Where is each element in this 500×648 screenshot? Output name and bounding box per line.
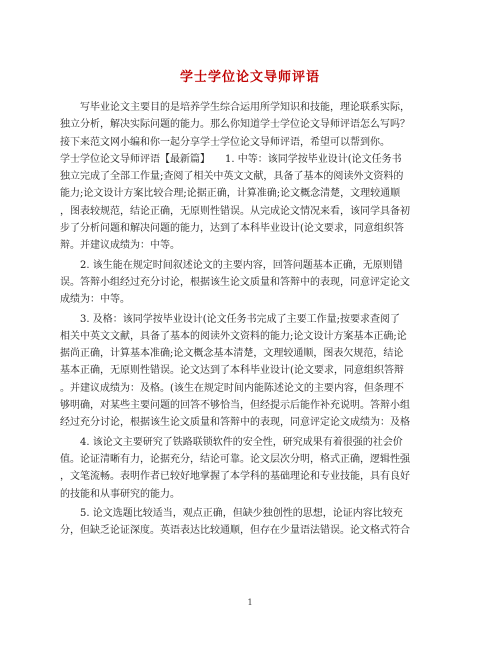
paragraph (60, 434, 441, 503)
text-line: 成绩为：中等。 (60, 294, 130, 306)
page-title: 学士学位论文导师评语 (179, 70, 320, 85)
text-line: 经过充分讨论，根据该生论文质量和答辩中的表现，同意评定论文成绩为：及格 (60, 417, 410, 429)
document-body (60, 99, 441, 539)
text-line: 接下来范文网小编和你一起分享学士学位论文导师评语，希望可以帮到你。 (60, 136, 390, 148)
text-line: 学士学位论文导师评语【最新篇】 1. 中等：该同学按毕业设计(论文任务书 (60, 153, 402, 165)
page-number: 1 (247, 598, 253, 607)
paragraph (60, 505, 441, 540)
text-line: 的技能和从事研究的能力。 (60, 488, 180, 500)
text-line: 2. 该生能在规定时间叙述论文的主要内容，回答问题基本正确，无原则错 (60, 259, 403, 271)
text-line: 。并建议成绩为：及格。(该生在规定时间内能陈述论文的主要内容，但条理不 (60, 382, 404, 394)
text-line: 3. 及格：该同学按毕业设计(论文任务书完成了主要工作量;按要求查阅了 (60, 313, 400, 325)
text-line: 独立完成了全部工作量;查阅了相关中英文文献，具备了基本的阅读外文资料的 (60, 171, 404, 183)
text-line: 据尚正确，计算基本准确;论文概念基本清楚，文理较通顺，图表欠规范，结论 (60, 348, 404, 360)
text-line: ，图表较规范，结论正确，无原则性错误。从完成论文情况来看，该同学具备初 (60, 205, 410, 217)
text-line: 相关中英文文献，具备了基本的阅读外文资料的能力;论文设计方案基本正确;论 (60, 330, 407, 342)
text-line: ，文笔流畅。表明作者已较好地掌握了本学科的基础理论和专业技能，具有良好 (60, 471, 410, 483)
text-line: 能力;论文设计方案比较合理;论据正确，计算准确;论文概念清楚，文理较通顺 (60, 188, 401, 200)
text-line: 值。论证清晰有力，论据充分，结论可靠。论文层次分明，格式正确，逻辑性强 (60, 453, 410, 465)
text-line: 独立分析，解决实际问题的能力。那么你知道学士学位论文导师评语怎么写吗？ (60, 119, 410, 131)
text-line: 分，但缺乏论证深度。英语表达比较通顺，但存在少量语法错误。论文格式符合 (60, 525, 410, 537)
text-line: 基本正确，无原则性错误。论文达到了本科毕业设计(论文要求，同意组织答辩 (60, 365, 404, 377)
paragraph (60, 257, 441, 309)
paragraph (60, 99, 441, 255)
paragraph (60, 311, 441, 432)
text-line: 误。答辩小组经过充分讨论，根据该生论文质量和答辩中的表现，同意评定论文 (60, 276, 410, 288)
text-line: 步了分析问题和解决问题的能力，达到了本科毕业设计(论文要求，同意组织答 (60, 223, 404, 235)
text-line: 5. 论文选题比较适当，观点正确，但缺少独创性的思想，论证内容比较充 (60, 507, 403, 519)
text-line: 辩。并建议成绩为：中等。 (60, 240, 180, 252)
text-line: 写毕业论文主要目的是培养学生综合运用所学知识和技能，理论联系实际， (60, 102, 410, 113)
text-line: 够明确，对某些主要问题的回答不够恰当，但经提示后能作补充说明。答辩小组 (60, 400, 410, 412)
text-line: 4. 该论文主要研究了铁路联锁软件的安全性，研究成果有着很强的社会价 (60, 436, 403, 448)
